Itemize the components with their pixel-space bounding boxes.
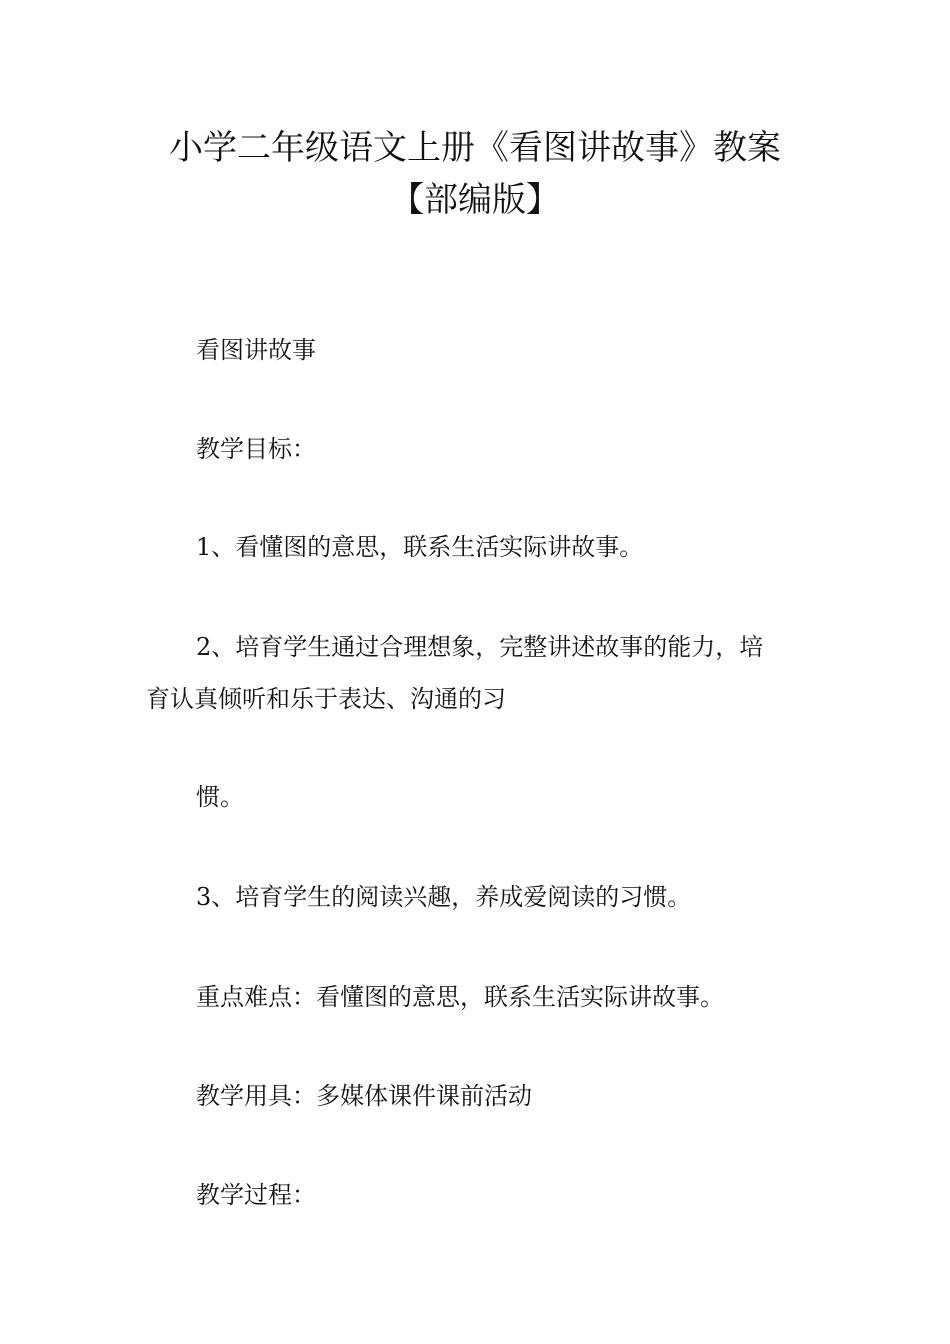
teaching-tools: 教学用具：多媒体课件课前活动 [196, 1082, 532, 1110]
document-title: 小学二年级语文上册《看图讲故事》教案 [169, 128, 781, 168]
document-subtitle: 【部编版】 [390, 180, 560, 220]
objective-3: 3、培育学生的阅读兴趣，养成爱阅读的习惯。 [196, 883, 692, 911]
teaching-process-heading: 教学过程： [196, 1181, 316, 1209]
objective-2-line3: 惯。 [196, 783, 244, 811]
section-heading: 看图讲故事 [196, 336, 316, 364]
objective-2-line1: 2、培育学生通过合理想象，完整讲述故事的能力，培 [196, 633, 764, 661]
objectives-heading: 教学目标： [196, 435, 316, 463]
objective-2-line2: 育认真倾听和乐于表达、沟通的习 [146, 685, 506, 713]
objective-1: 1、看懂图的意思，联系生活实际讲故事。 [196, 533, 644, 561]
key-difficulties: 重点难点：看懂图的意思，联系生活实际讲故事。 [196, 983, 724, 1011]
